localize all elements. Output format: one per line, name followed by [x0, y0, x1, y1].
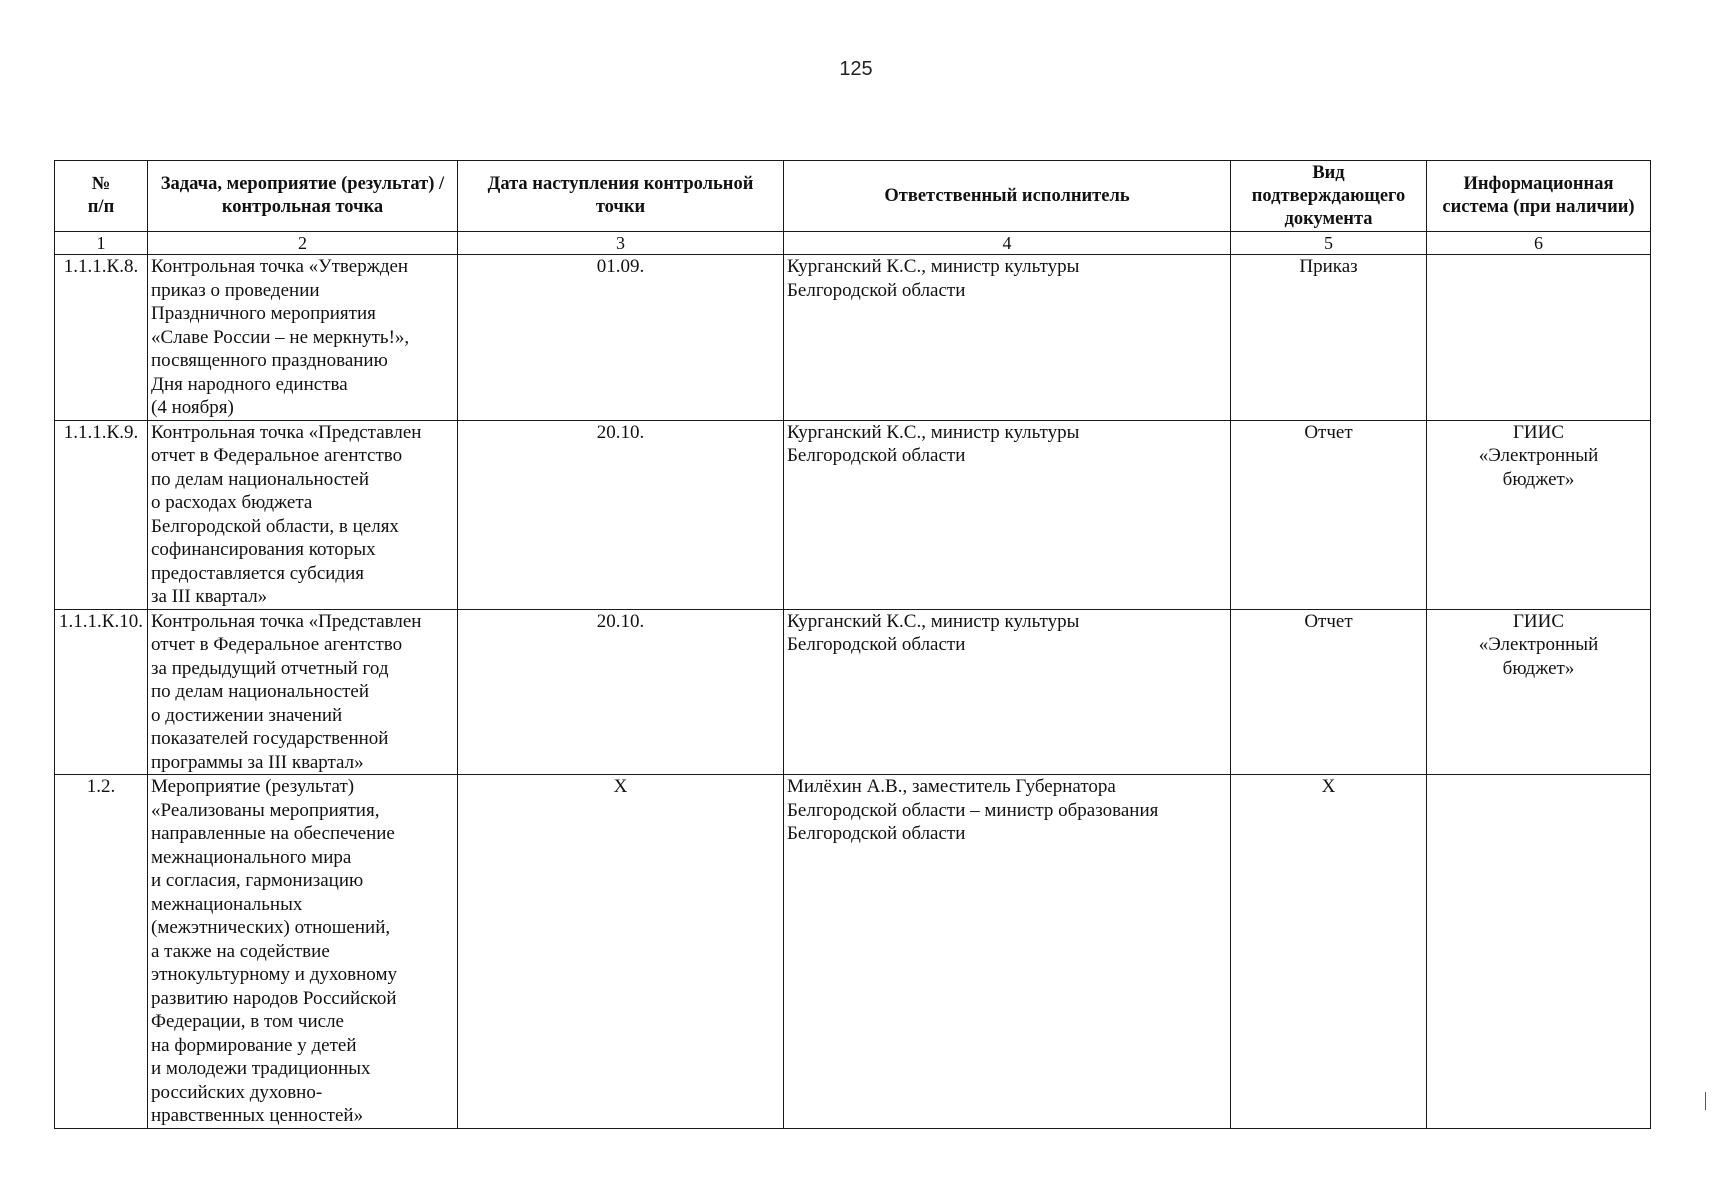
- column-number: 3: [458, 232, 784, 255]
- date-cell: 20.10.: [458, 609, 784, 775]
- document-type-cell: Отчет: [1231, 609, 1427, 775]
- header-task: Задача, мероприятие (результат) / контрольная точка: [148, 161, 458, 232]
- table-row: [55, 775, 1651, 1129]
- row-number-cell: 1.1.1.К.8.: [55, 255, 148, 421]
- header-document-type: Вид подтверждающего документа: [1231, 161, 1427, 232]
- table-row: [55, 420, 1651, 609]
- header-date: Дата наступления контрольной точки: [458, 161, 784, 232]
- column-number: 2: [148, 232, 458, 255]
- table-row: [55, 255, 1651, 421]
- row-number-cell: 1.1.1.К.9.: [55, 420, 148, 609]
- column-number: 6: [1427, 232, 1651, 255]
- page-number: 125: [839, 58, 873, 80]
- header-number: № п/п: [55, 161, 148, 232]
- column-number: 1: [55, 232, 148, 255]
- date-cell: 01.09.: [458, 255, 784, 421]
- info-system-cell: ГИИС «Электронный бюджет»: [1427, 609, 1651, 775]
- task-cell: Контрольная точка «Представлен отчет в Федеральное агентство по делам национальностей о расходах бюджета Белгородской области, в целях софинансирования которых предоставляется субсидия за III квартал»: [148, 420, 458, 609]
- document-type-cell: Приказ: [1231, 255, 1427, 421]
- info-system-cell: [1427, 255, 1651, 421]
- date-cell: Х: [458, 775, 784, 1129]
- scan-edge-mark: [1705, 1092, 1706, 1110]
- header-row: [55, 161, 1651, 232]
- task-cell: Мероприятие (результат) «Реализованы мероприятия, направленные на обеспечение межнационального мира и согласия, гармонизацию межнациональных (межэтнических) отношений, а также на содействие этнокультурному и духовному развитию народов Российской Федерации, в том числе на формирование у детей и молодежи традиционных российских духовно- нравственных ценностей»: [148, 775, 458, 1129]
- header-responsible: Ответственный исполнитель: [784, 161, 1231, 232]
- control-points-table: [54, 160, 1651, 1129]
- row-number-cell: 1.2.: [55, 775, 148, 1129]
- column-number: 4: [784, 232, 1231, 255]
- task-cell: Контрольная точка «Утвержден приказ о проведении Праздничного мероприятия «Славе России – не меркнуть!», посвященного празднованию Дня народного единства (4 ноября): [148, 255, 458, 421]
- date-cell: 20.10.: [458, 420, 784, 609]
- responsible-cell: Милёхин А.В., заместитель Губернатора Белгородской области – министр образования Белгородской области: [784, 775, 1231, 1129]
- task-cell: Контрольная точка «Представлен отчет в Федеральное агентство за предыдущий отчетный год по делам национальностей о достижении значений показателей государственной программы за III квартал»: [148, 609, 458, 775]
- responsible-cell: Курганский К.С., министр культуры Белгородской области: [784, 255, 1231, 421]
- responsible-cell: Курганский К.С., министр культуры Белгородской области: [784, 420, 1231, 609]
- header-info-system: Информационная система (при наличии): [1427, 161, 1651, 232]
- info-system-cell: ГИИС «Электронный бюджет»: [1427, 420, 1651, 609]
- responsible-cell: Курганский К.С., министр культуры Белгородской области: [784, 609, 1231, 775]
- column-number: 5: [1231, 232, 1427, 255]
- document-type-cell: Отчет: [1231, 420, 1427, 609]
- column-number-row: [55, 232, 1651, 255]
- info-system-cell: [1427, 775, 1651, 1129]
- document-type-cell: Х: [1231, 775, 1427, 1129]
- table-row: [55, 609, 1651, 775]
- row-number-cell: 1.1.1.К.10.: [55, 609, 148, 775]
